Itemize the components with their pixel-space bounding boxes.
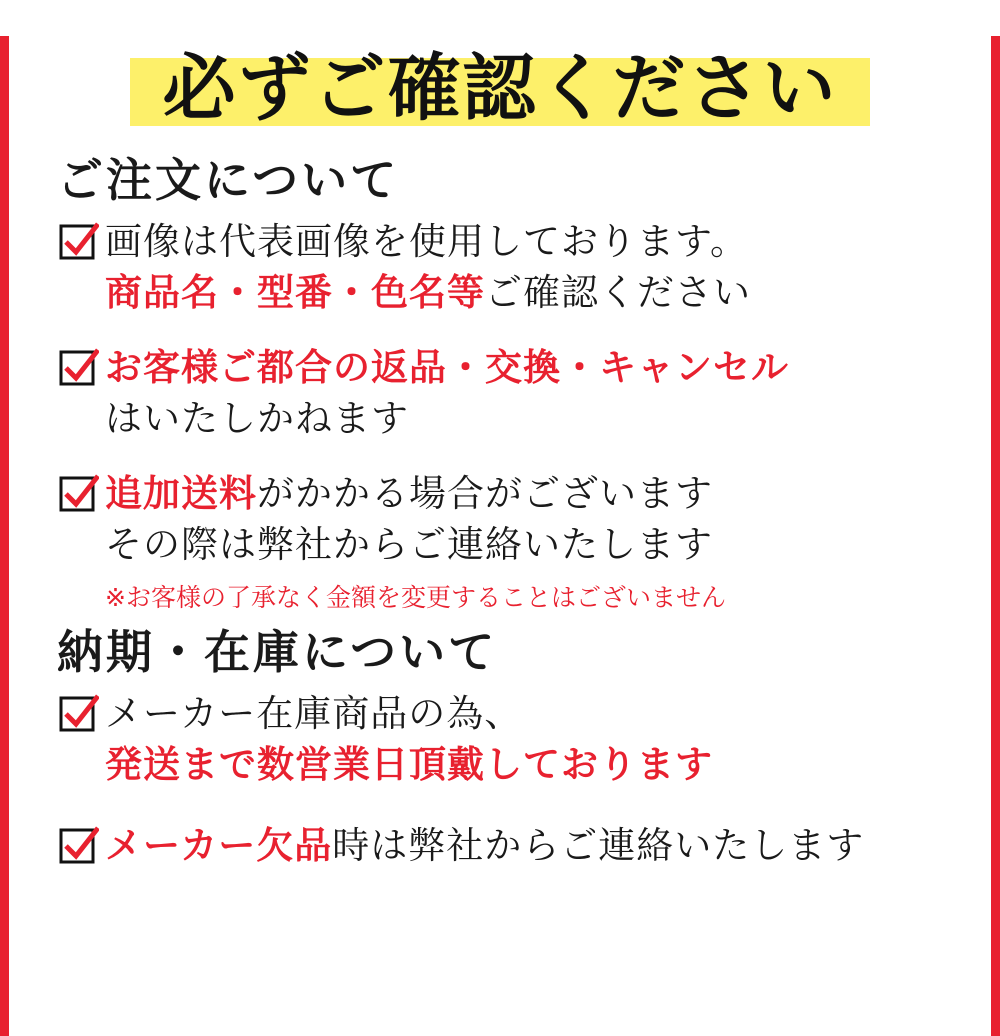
page-title: 必ずご確認ください	[162, 46, 838, 131]
list-item-line: その際は弊社からご連絡いたします	[105, 523, 713, 566]
list-item-line: 画像は代表画像を使用しております。	[105, 220, 749, 263]
emphasis-text: メーカー欠品	[105, 824, 333, 867]
list-item-line: メーカー在庫商品の為、	[105, 692, 523, 735]
line-suffix: がかかる場合がございます	[257, 472, 713, 515]
list-item-line: はいたしかねます	[105, 397, 409, 440]
list-item-text	[105, 820, 951, 871]
list-item-line: お客様ご都合の返品・交換・キャンセル	[105, 346, 789, 389]
checkbox-checked-icon	[59, 694, 99, 734]
list-item	[59, 820, 951, 871]
page-title-block	[49, 36, 951, 146]
list-item-line: 発送まで数営業日頂戴しております	[105, 743, 713, 786]
line-suffix: 時は弊社からご連絡いたします	[332, 824, 865, 867]
notice-content	[9, 36, 991, 1036]
section-heading-delivery: 納期・在庫について	[57, 625, 498, 679]
emphasis-text: 商品名・型番・色名等	[105, 271, 485, 314]
list-item	[59, 216, 951, 318]
list-item-text	[105, 342, 951, 444]
list-item-line	[105, 820, 951, 871]
list-item	[59, 688, 951, 790]
line-suffix: ご確認ください	[485, 271, 751, 314]
list-item-text	[105, 468, 951, 570]
list-item-line	[105, 267, 951, 318]
list-item	[59, 342, 951, 444]
list-item-text	[105, 216, 951, 318]
list-item	[59, 468, 951, 570]
checkbox-checked-icon	[59, 826, 99, 866]
list-item-text	[105, 688, 951, 790]
notice-page	[0, 36, 1000, 1036]
section-heading-orders: ご注文について	[57, 153, 400, 207]
checkbox-checked-icon	[59, 222, 99, 262]
checkbox-checked-icon	[59, 348, 99, 388]
checkbox-checked-icon	[59, 474, 99, 514]
emphasis-text: 追加送料	[105, 472, 257, 515]
list-item-note: ※お客様の了承なく金額を変更することはございません	[105, 583, 726, 612]
list-item-line	[105, 468, 951, 519]
